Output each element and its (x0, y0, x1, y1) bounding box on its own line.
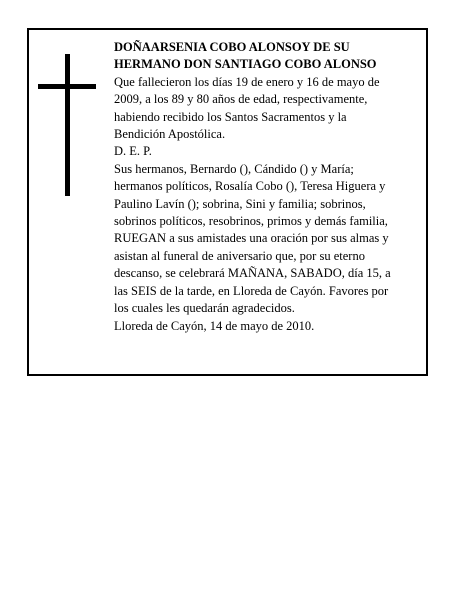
date-place-line: Lloreda de Cayón, 14 de mayo de 2010. (114, 318, 315, 333)
body-line: Bendición Apostólica. (114, 127, 226, 142)
cross-vertical-bar (65, 54, 70, 196)
obituary-text (114, 39, 424, 335)
body-line: Sus hermanos, Bernardo (), Cándido () y María; (114, 161, 354, 176)
body-line: 2009, a los 89 y 80 años de edad, respectivamente, (114, 92, 368, 107)
body-line: las SEIS de la tarde, en Lloreda de Cayón. Favores por (114, 283, 389, 298)
cross-horizontal-bar (38, 84, 96, 89)
body-line: los cuales les quedarán agradecidos. (114, 301, 295, 316)
body-line: hermanos políticos, Rosalía Cobo (), Teresa Higuera y (114, 179, 386, 194)
body-line: descanso, se celebrará MAÑANA, SABADO, día 15, a (114, 266, 391, 281)
dep-line: D. E. P. (114, 144, 152, 159)
body-line: habiendo recibido los Santos Sacramentos y la (114, 109, 347, 124)
body-line: RUEGAN a sus amistades una oración por sus almas y (114, 231, 389, 246)
headline-line: DOÑAARSENIA COBO ALONSOY DE SU (114, 40, 350, 54)
headline-line: HERMANO DON SANTIAGO COBO ALONSO (114, 57, 377, 72)
body-line: Paulino Lavín (); sobrina, Sini y familia; sobrinos, (114, 196, 366, 211)
body-line: sobrinos políticos, resobrinos, primos y demás familia, (114, 214, 388, 229)
body-line: Que fallecieron los días 19 de enero y 16 de mayo de (114, 74, 380, 89)
body-line: asistan al funeral de aniversario que, por su eterno (114, 248, 365, 263)
